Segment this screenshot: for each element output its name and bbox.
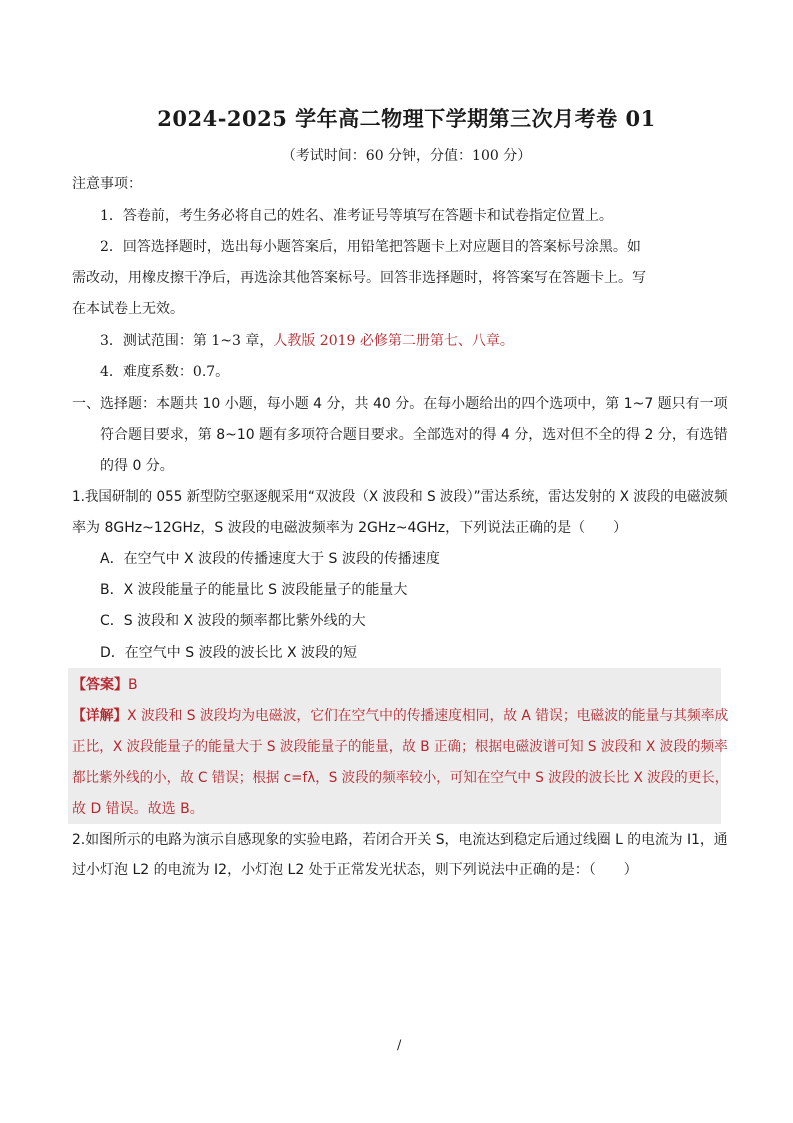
- note-3-scope: 人教版 2019 必修第二册第七、八章。: [273, 333, 514, 349]
- section-instructions-line-3: 的得 0 分。: [100, 458, 174, 474]
- note-4: 4．难度系数：0.7。: [100, 364, 230, 380]
- answer-value: B: [128, 677, 138, 693]
- q1-stem-line-2: 率为 8GHz~12GHz，S 波段的电磁波频率为 2GHz~4GHz，下列说法正确的是（ ）: [72, 520, 628, 536]
- page-number: /: [397, 1038, 402, 1053]
- detail-tag: 【详解】: [72, 708, 128, 724]
- q1-option-a: A．在空气中 X 波段的传播速度大于 S 波段的传播速度: [100, 551, 440, 567]
- section-instructions-line-2: 符合题目要求，第 8~10 题有多项符合题目要求。全部选对的得 4 分，选对但不全的得 2 分，有选错: [100, 427, 728, 443]
- q1-stem-line-1: 1.我国研制的 055 新型防空驱逐舰采用“双波段（X 波段和 S 波段）”雷达系统，雷达发射的 X 波段的电磁波频: [72, 489, 728, 505]
- note-3-text: 3．测试范围：第 1~3 章，: [100, 333, 274, 349]
- page-title: 2024-2025 学年高二物理下学期第三次月考卷 01: [157, 106, 656, 131]
- q1-detail-line-1: [72, 706, 728, 726]
- q1-option-b: B．X 波段能量子的能量比 S 波段能量子的能量大: [100, 582, 408, 598]
- q2-stem-line-1: 2.如图所示的电路为演示自感现象的实验电路，若闭合开关 S，电流达到稳定后通过线圈 L 的电流为 I1，通: [72, 832, 728, 848]
- notes-heading: 注意事项：: [72, 176, 142, 192]
- q1-option-d: D．在空气中 S 波段的波长比 X 波段的短: [100, 645, 358, 661]
- note-2-line-2: 需改动，用橡皮擦干净后，再选涂其他答案标号。回答非选择题时，将答案写在答题卡上。写: [72, 270, 646, 286]
- answer-tag: 【答案】: [72, 677, 128, 693]
- exam-info: （考试时间：60 分钟，分值：100 分）: [281, 148, 532, 164]
- q2-stem-line-2: 过小灯泡 L2 的电流为 I2，小灯泡 L2 处于正常发光状态，则下列说法中正确的是：（ ）: [72, 862, 638, 878]
- note-1: 1．答卷前，考生务必将自己的姓名、准考证号等填写在答题卡和试卷指定位置上。: [100, 208, 613, 224]
- q1-detail-line-4: 故 D 错误。故选 B。: [72, 801, 204, 817]
- detail-text-1: X 波段和 S 波段均为电磁波，它们在空气中的传播速度相同，故 A 错误；电磁波的能量与其频率成: [127, 708, 729, 724]
- note-2-line-3: 在本试卷上无效。: [72, 301, 184, 317]
- q1-option-c: C．S 波段和 X 波段的频率都比紫外线的大: [100, 613, 366, 629]
- section-instructions-line-1: 一、选择题：本题共 10 小题，每小题 4 分，共 40 分。在每小题给出的四个选项中，第 1~7 题只有一项: [72, 396, 728, 412]
- q1-answer: [72, 675, 138, 695]
- note-3: [100, 331, 514, 351]
- note-2-line-1: 2．回答选择题时，选出每小题答案后，用铅笔把答题卡上对应题目的答案标号涂黑。如: [100, 239, 641, 255]
- q1-detail-line-2: 正比，X 波段能量子的能量大于 S 波段能量子的能量，故 B 正确；根据电磁波谱可知 S 波段和 X 波段的频率: [72, 739, 728, 755]
- q1-detail-line-3: 都比紫外线的小，故 C 错误；根据 c=fλ，S 波段的频率较小，可知在空气中 S 波段的波长比 X 波段的更长，: [72, 770, 729, 786]
